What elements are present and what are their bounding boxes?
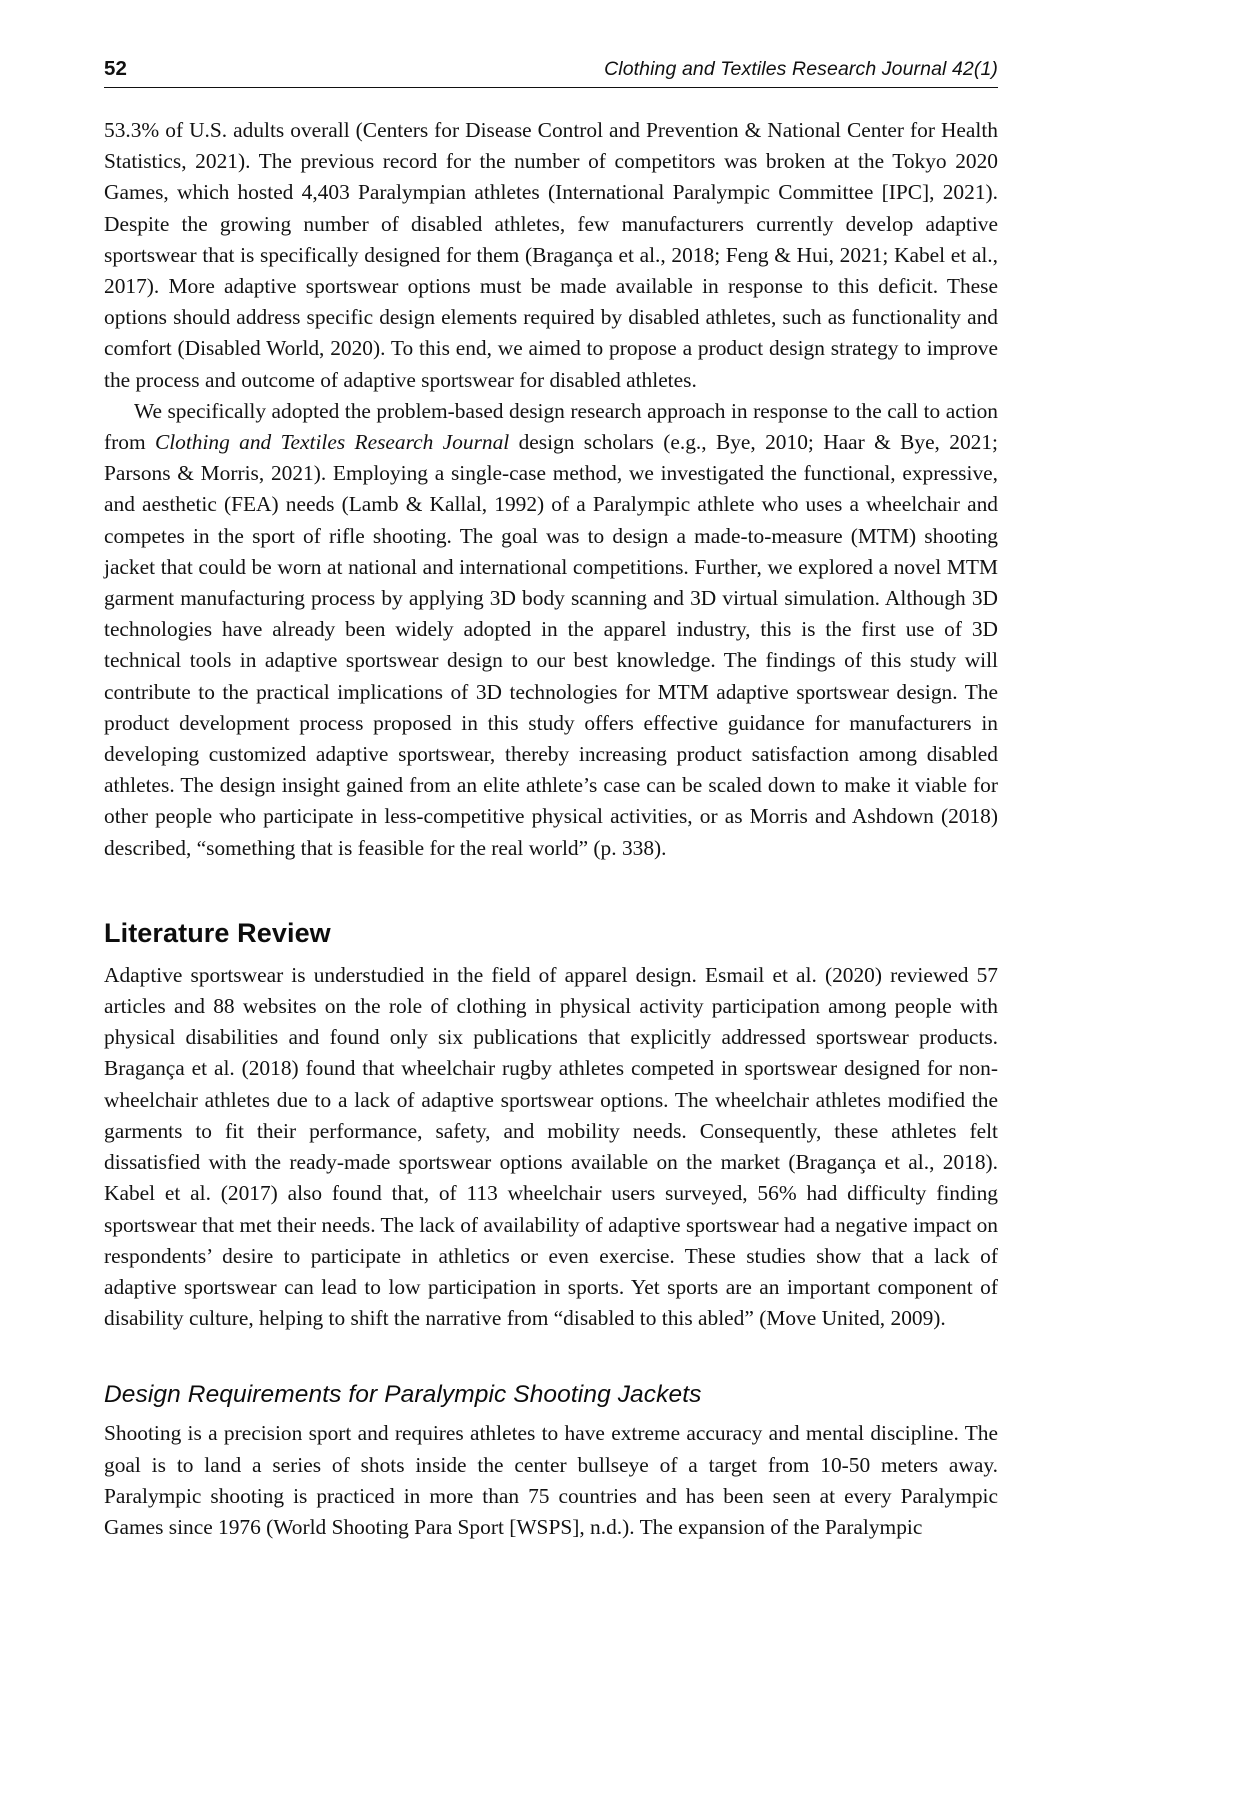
paragraph-approach [104,396,998,864]
heading-design-requirements: Design Requirements for Paralympic Shooting Jackets [104,1381,702,1409]
paragraph-design-requirements: Shooting is a precision sport and requires athletes to have extreme accuracy and mental discipline. The goal is to land a series of shots inside the center bullseye of a target from 10-50 meters away. Paralympic shooting is practiced in more than 75 countries and has been seen at every Paralympic Games since 1976 (World Shooting Para Sport [WSPS], n.d.). The expansion of the Paralympic [104,1421,998,1539]
running-head [104,0,998,88]
inline-journal-title: Clothing and Textiles Research Journal [154,430,510,455]
page-number: 52 [104,57,128,80]
page-content-column [104,0,998,1543]
paragraph-opening: 53.3% of U.S. adults overall (Centers for Disease Control and Prevention & National Center for Health Statistics, 2021). The previous record for the number of competitors was broken at the Tokyo 2020 Games, which hosted 4,403 Paralympian athletes (International Paralympic Committee [IPC], 2021). Despite the growing number of disabled athletes, few manufacturers currently develop adaptive sportswear that is specifically designed for them (Bragança et al., 2018; Feng & Hui, 2021; Kabel et al., 2017). More adaptive sportswear options must be made available in response to this deficit. These options should address specific design elements required by disabled athletes, such as functionality and comfort (Disabled World, 2020). To this end, we aimed to propose a product design strategy to improve the process and outcome of adaptive sportswear for disabled athletes. [104,118,998,392]
paragraph-literature-review: Adaptive sportswear is understudied in the field of apparel design. Esmail et al. (2020) reviewed 57 articles and 88 websites on the role of clothing in physical activity participation among people with physical disabilities and found only six publications that explicitly addressed sportswear products. Bragança et al. (2018) found that wheelchair rugby athletes competed in sportswear designed for non-wheelchair athletes due to a lack of adaptive sportswear options. The wheelchair athletes modified the garments to fit their performance, safety, and mobility needs. Consequently, these athletes felt dissatisfied with the ready-made sportswear options available on the market (Bragança et al., 2018). Kabel et al. (2017) also found that, of 113 wheelchair users surveyed, 56% had difficulty finding sportswear that met their needs. The lack of availability of adaptive sportswear had a negative impact on respondents’ desire to participate in athletics or even exercise. These studies show that a lack of adaptive sportswear can lead to low participation in sports. Yet sports are an important component of disability culture, helping to shift the narrative from “disabled to this abled” (Move United, 2009). [104,962,998,1331]
heading-literature-review: Literature Review [104,917,331,948]
paragraph-approach-lead: We specifically adopted the problem-based design research approach in response to the call to action from [104,398,998,455]
paragraph-approach-tail: design scholars (e.g., Bye, 2010; Haar & Bye, 2021; Parsons & Morris, 2021). Employing a single-case method, we investigated the functional, expressive, and aesthetic (FEA) needs (Lamb & Kallal, 1992) of a Paralympic athlete who uses a wheelchair and competes in the sport of rifle shooting. The goal was to design a made-to-measure (MTM) shooting jacket that could be worn at national and international competitions. Further, we explored a novel MTM garment manufacturing process by applying 3D body scanning and 3D virtual simulation. Although 3D technologies have already been widely adopted in the apparel industry, this is the first use of 3D technical tools in adaptive sportswear design to our best knowledge. The findings of this study will contribute to the practical implications of 3D technologies for MTM adaptive sportswear design. The product development process proposed in this study offers effective guidance for manufacturers in developing customized adaptive sportswear, thereby increasing product satisfaction among disabled athletes. The design insight gained from an elite athlete’s case can be scaled down to make it viable for other people who participate in less-competitive physical activities, or as Morris and Ashdown (2018) described, “something that is feasible for the real world” (p. 338). [104,430,998,860]
journal-title: Clothing and Textiles Research Journal 42(1) [604,58,998,80]
